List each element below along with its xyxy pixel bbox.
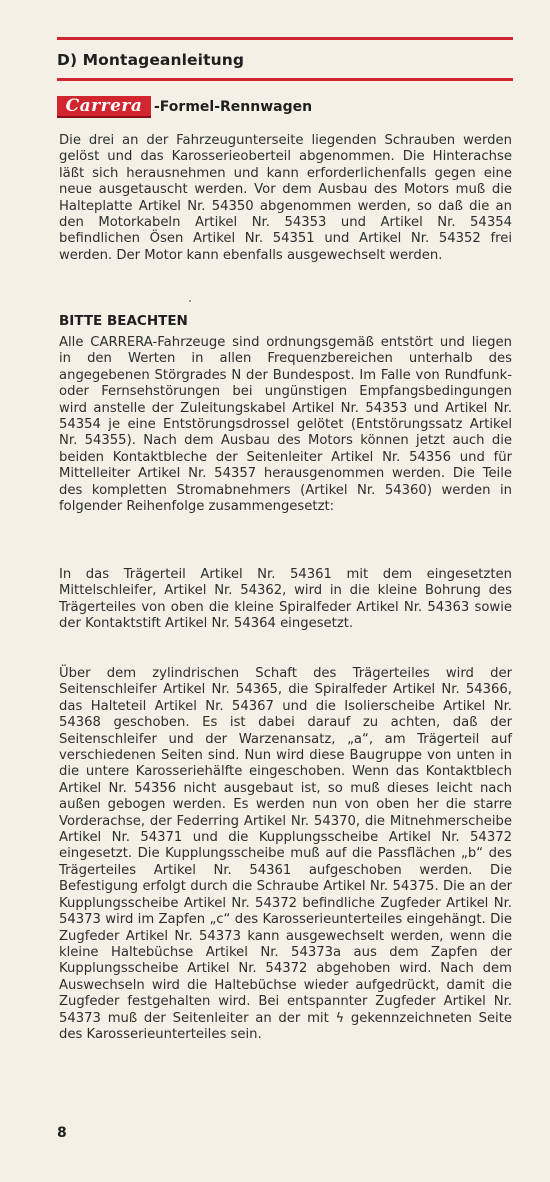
paragraph-disassembly: Die drei an der Fahrzeugunterseite liegenden Schrauben werden gelöst und das Karosserieoberteil abgenommen. Die Hinterachse läßt sich herausnehmen und kann erforderlichenfalls gegen eine neue ausgetauscht werden. Vor dem Ausbau des Motors muß die Halteplatte Artikel Nr. 54350 abgenommen werden, so daß die an den Motorkabeln Artikel Nr. 54353 und Artikel Nr. 54354 befindlichen Ösen Artikel Nr. 54351 und Artikel Nr. 54352 frei werden. Der Motor kann ebenfalls ausgewechselt werden.	[59, 133, 512, 263]
title-underline-rule	[57, 78, 513, 81]
paragraph-assembly: Über dem zylindrischen Schaft des Trägerteiles wird der Seitenschleifer Artikel Nr. 54365, die Spiralfeder Artikel Nr. 54366, das Halteteil Artikel Nr. 54367 und die Isolierscheibe Artikel Nr. 54368 geschoben. Es ist dabei darauf zu achten, daß der Seitenschleifer und der Warzenansatz, „a“, am Trägerteil auf verschiedenen Seiten sind. Nun wird diese Baugruppe von unten in die untere Karosseriehälfte eingeschoben. Wenn das Kontaktblech Artikel Nr. 54356 nicht ausgebaut ist, so muß dieses leicht nach außen gebogen werden. Es werden nun von oben her die starre Vorderachse, der Federring Artikel Nr. 54370, die Mitnehmerscheibe Artikel Nr. 54371 und die Kupplungsscheibe Artikel Nr. 54372 eingesetzt. Die Kupplungsscheibe muß auf die Passflächen „b“ des Trägerteiles Artikel Nr. 54361 aufgeschoben werden. Die Befestigung erfolgt durch die Schraube Artikel Nr. 54375. Die an der Kupplungsscheibe Artikel Nr. 54372 befindliche Zugfeder Artikel Nr. 54373 wird im Zapfen „c“ des Karosserieunterteiles eingehängt. Die Zugfeder Artikel Nr. 54373 kann ausgewechselt werden, wenn die kleine Haltebüchse Artikel Nr. 54373a aus dem Zapfen der Kupplungsscheibe Artikel Nr. 54372 abgehoben wird. Nach dem Auswechseln wird die Haltebüchse wieder aufgedrückt, damit die Zugfeder festgehalten wird. Bei entspannter Zugfeder Artikel Nr. 54373 muß der Seitenleiter an der mit ϟ gekennzeichneten Seite des Karosserieunterteiles sein.	[59, 666, 512, 1042]
carrera-logo: Carrera	[57, 96, 151, 118]
top-red-rule	[57, 37, 513, 40]
page-number: 8	[57, 1125, 67, 1141]
paragraph-carrier: In das Trägerteil Artikel Nr. 54361 mit dem eingesetzten Mittelschleifer, Artikel Nr. 54362, wird in die kleine Bohrung des Trägerteiles von oben die kleine Spiralfeder Artikel Nr. 54363 sowie der Kontaktstift Artikel Nr. 54364 eingesetzt.	[59, 567, 512, 632]
brand-heading	[57, 96, 312, 118]
section-title: D) Montageanleitung	[57, 51, 245, 69]
print-dot	[189, 300, 191, 302]
brand-suffix: -Formel-Rennwagen	[154, 99, 313, 115]
notice-heading: BITTE BEACHTEN	[59, 313, 188, 329]
paragraph-notice: Alle CARRERA-Fahrzeuge sind ordnungsgemäß entstört und liegen in den Werten in allen Frequenzbereichen unterhalb des angegebenen Störgrades N der Bundespost. Im Falle von Rundfunk- oder Fernsehstörungen bei ungünstigen Empfangsbedingungen wird anstelle der Zuleitungskabel Artikel Nr. 54353 und Artikel Nr. 54354 je eine Entstörungsdrossel gelötet (Entstörungssatz Artikel Nr. 54355). Nach dem Ausbau des Motors können jetzt auch die beiden Kontaktbleche der Seitenleiter Artikel Nr. 54356 und für Mittelleiter Artikel Nr. 54357 herausgenommen werden. Die Teile des kompletten Stromabnehmers (Artikel Nr. 54360) werden in folgender Reihenfolge zusammengesetzt:	[59, 335, 512, 515]
